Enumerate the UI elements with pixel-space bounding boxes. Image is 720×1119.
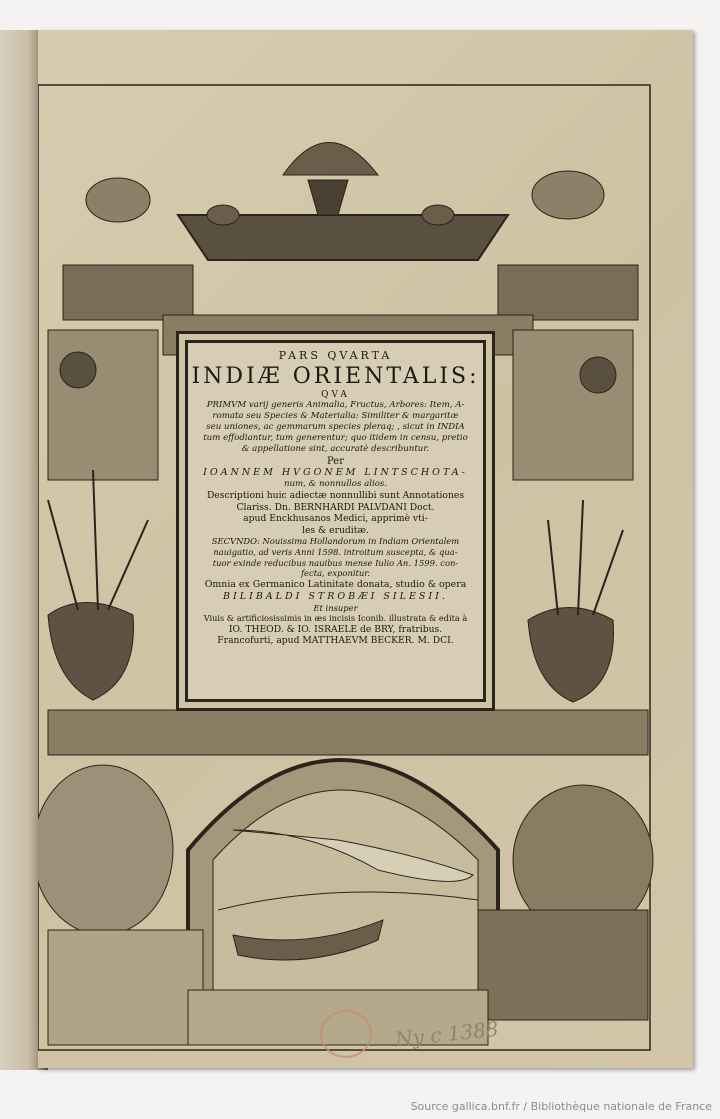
title-line: fecta, exponitur. <box>300 568 371 579</box>
title-line: Viuis & artificiosissimis in æs incisis Iconib. illustrata & edita à <box>203 613 468 624</box>
title-line: SECVNDO: Nouissima Hollandorum in Indiam Orientalem <box>211 536 460 547</box>
title-line: num, & nonnullos alios. <box>283 479 388 490</box>
title-line: PARS QVARTA <box>278 349 393 362</box>
title-line: IOANNEM HVGONEM LINTSCHOTA- <box>203 467 468 479</box>
title-line: INDIÆ ORIENTALIS: <box>191 363 480 389</box>
title-line: les & eruditæ. <box>302 524 369 536</box>
title-text-panel <box>185 340 486 702</box>
title-line: PRIMVM varij generis Animalia, Fructus, Arbores: Item, A- <box>206 400 465 411</box>
title-line: Descriptioni huic adiectæ nonnullibi sunt Annotationes <box>206 489 465 501</box>
title-line: Francofurti, apud MATTHAEVM BECKER. M. DCI. <box>217 635 454 647</box>
title-line: seu uniones, ac gemmarum species pleraq; , sicut in INDIA <box>206 422 465 433</box>
title-line: romata seu Species & Materialia: Similiter & margaritæ <box>212 411 459 422</box>
source-credit: Source gallica.bnf.fr / Bibliothèque nationale de France <box>410 1100 712 1113</box>
library-stamp <box>320 1010 372 1058</box>
title-line: Clariss. Dn. BERNHARDI PALVDANI Doct. <box>236 501 435 513</box>
title-line: apud Enckhusanos Medici, apprimè vti- <box>243 513 428 525</box>
title-line: nauigatio, ad veris Anni 1598. introitum suscepta, & qua- <box>213 546 458 557</box>
handwritten-shelfmark: Ny c 1388 <box>394 1016 500 1052</box>
title-line: tum effodiantur, tum generentur; quo itidem in censu, pretio <box>203 432 468 443</box>
title-line: BILIBALDI STROBÆI SILESII. <box>223 590 448 602</box>
title-line: Et insuper <box>313 602 358 613</box>
title-line: QVA <box>321 389 350 400</box>
title-line: & appellatione sint, accuratè describuntur. <box>241 443 430 454</box>
title-line: Omnia ex Germanico Latinitate donata, studio & opera <box>204 578 467 590</box>
title-line: tuor exinde reducibus nauibus mense Iulio An. 1599. con- <box>212 557 459 568</box>
title-line: Per <box>327 455 344 467</box>
title-line: IO. THEOD. & IO. ISRAELE de BRY, fratribus. <box>228 623 443 635</box>
